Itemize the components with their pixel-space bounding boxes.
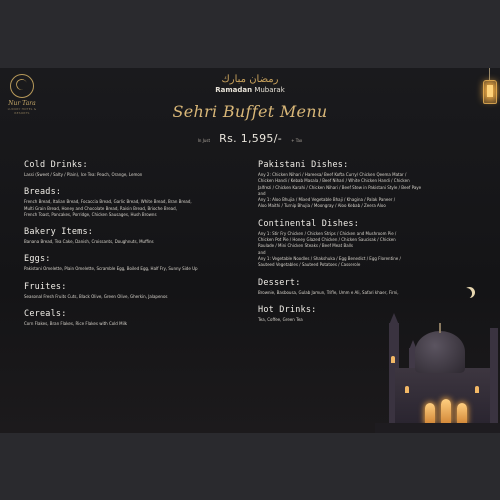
logo-name: Nur Tara bbox=[8, 100, 36, 107]
section-items bbox=[24, 239, 229, 245]
mosque-illustration bbox=[375, 283, 500, 433]
logo-subtitle: LUXURY HOTEL & RESORTS bbox=[7, 107, 37, 115]
section-title: Cold Drinks: bbox=[24, 160, 88, 170]
menu-line: Chicken Handi / Kebab Masala / Beef Nihari / White Chicken Handi / Chicken bbox=[258, 178, 410, 184]
menu-line: Banana Bread, Tea Cake, Danish, Croissants, Doughnuts, Muffins bbox=[24, 239, 154, 245]
menu-line: Corn Flakes, Bran Flakes, Rice Flakes with Cold Milk bbox=[24, 321, 128, 327]
section-items bbox=[24, 294, 229, 300]
menu-line: Any 2: Chicken Nihari / Hareesa/ Beef Kofta Curry/ Chicken Qeema Matar / bbox=[258, 172, 407, 177]
section-title: Eggs: bbox=[24, 254, 51, 265]
menu-section bbox=[258, 160, 458, 210]
menu-section bbox=[24, 187, 229, 218]
section-items bbox=[258, 231, 458, 269]
menu-line: Any 1: Aloo Bhujia / Mixed Vegetable Bhaji / Khagina / Palak Paneer / bbox=[258, 197, 396, 203]
crescent-moon-icon bbox=[461, 288, 472, 299]
menu-line: Chicken Pot Pie / Honey Glazed Chicken / Chicken Saucisak / Chicken bbox=[258, 237, 396, 243]
menu-section bbox=[258, 219, 458, 269]
top-border bbox=[0, 0, 500, 68]
menu-section bbox=[24, 160, 229, 178]
menu-section bbox=[24, 254, 229, 272]
menu-header bbox=[150, 74, 350, 146]
menu-line: Aloo Maithi / Turnip Bhujia / Moongray / Aloo Kebab / Zeera Aloo bbox=[258, 203, 386, 209]
price-value: Rs. 1,595/- bbox=[219, 132, 282, 145]
mubarak-word: Mubarak bbox=[254, 86, 285, 94]
ramadan-word: Ramadan bbox=[215, 86, 253, 94]
logo-emblem-icon bbox=[10, 74, 34, 98]
menu-line: Pakistani Omelette, Plain Omelette, Scramble Egg, Boiled Egg, Half Fry, Sunny Side Up bbox=[24, 266, 198, 272]
menu-line: Jalfrezi / Chicken Karahi / Chicken Nihari / Beef Stew in Pakistani Style / Beef Paye bbox=[258, 184, 422, 190]
price-suffix: + Tax bbox=[291, 138, 303, 143]
menu-line: Brownie, Basbousa, Gulab Jamun, Trifle, Umm e Ali, Safari khaer, Firni, bbox=[258, 289, 399, 295]
menu-line: French Bread, Italian Bread, Focaccia Bread, Garlic Bread, White Bread, Bran Bread, bbox=[24, 199, 192, 205]
section-title: Dessert: bbox=[258, 277, 301, 288]
menu-line: Any 1: Stir Fry Chicken / Chicken Strips / Chicken and Mushroom Pie / bbox=[258, 230, 397, 236]
arabic-greeting: رمضان مبارك bbox=[221, 74, 279, 85]
menu-line: Roulade / Mini Chicken Steaks / Beef Meat Balls bbox=[258, 243, 353, 249]
hotel-logo bbox=[4, 74, 40, 115]
section-title: Bakery Items: bbox=[24, 227, 94, 238]
section-title: Fruites: bbox=[24, 281, 67, 292]
menu-line: Sauteed Vegetables / Sauteed Potatoes / Casserole bbox=[258, 262, 361, 268]
menu-line: Seasonal Fresh Fruits Cuts, Black Olive, Green Olive, Gherkin, Jalapenos bbox=[24, 293, 168, 299]
section-items bbox=[258, 172, 458, 210]
bottom-border bbox=[0, 433, 500, 500]
menu-line: Tea, Coffee, Green Tea bbox=[258, 316, 303, 322]
section-items bbox=[24, 199, 229, 218]
section-items bbox=[24, 172, 229, 178]
ramadan-mubarak bbox=[150, 86, 350, 94]
menu-column-left bbox=[24, 160, 229, 336]
menu-section bbox=[24, 309, 229, 327]
price-prefix: In Just bbox=[197, 138, 211, 143]
menu-poster bbox=[0, 68, 500, 433]
menu-line: and bbox=[258, 190, 266, 196]
section-title: Continental Dishes: bbox=[258, 218, 360, 229]
menu-section bbox=[24, 282, 229, 300]
menu-line: Lassi (Sweet / Salty / Plain), Ice Tea: Peach, Orange, Lemon bbox=[24, 172, 143, 177]
lantern-icon bbox=[480, 68, 500, 108]
price-row bbox=[150, 127, 350, 146]
menu-line: Multi Grain Bread, Honey and Chocolate Bread, Raisin Bread, Brioche Bread, bbox=[24, 205, 177, 211]
menu-line: Any 1: Vegetable Noodles / Shakshuka / Egg Benedict / Egg Florentine / bbox=[258, 255, 401, 261]
page-title: Sehri Buffet Menu bbox=[172, 102, 328, 121]
section-items bbox=[24, 321, 229, 327]
section-title: Pakistani Dishes: bbox=[258, 160, 349, 170]
section-title: Cereals: bbox=[24, 309, 67, 320]
menu-section bbox=[24, 227, 229, 245]
menu-line: French Toast, Pancakes, Porridge, Chicken Sausages, Hush Browns bbox=[24, 211, 157, 217]
section-title: Breads: bbox=[24, 187, 62, 198]
menu-line: and bbox=[258, 249, 266, 255]
section-title: Hot Drinks: bbox=[258, 304, 317, 315]
section-items bbox=[24, 266, 229, 272]
